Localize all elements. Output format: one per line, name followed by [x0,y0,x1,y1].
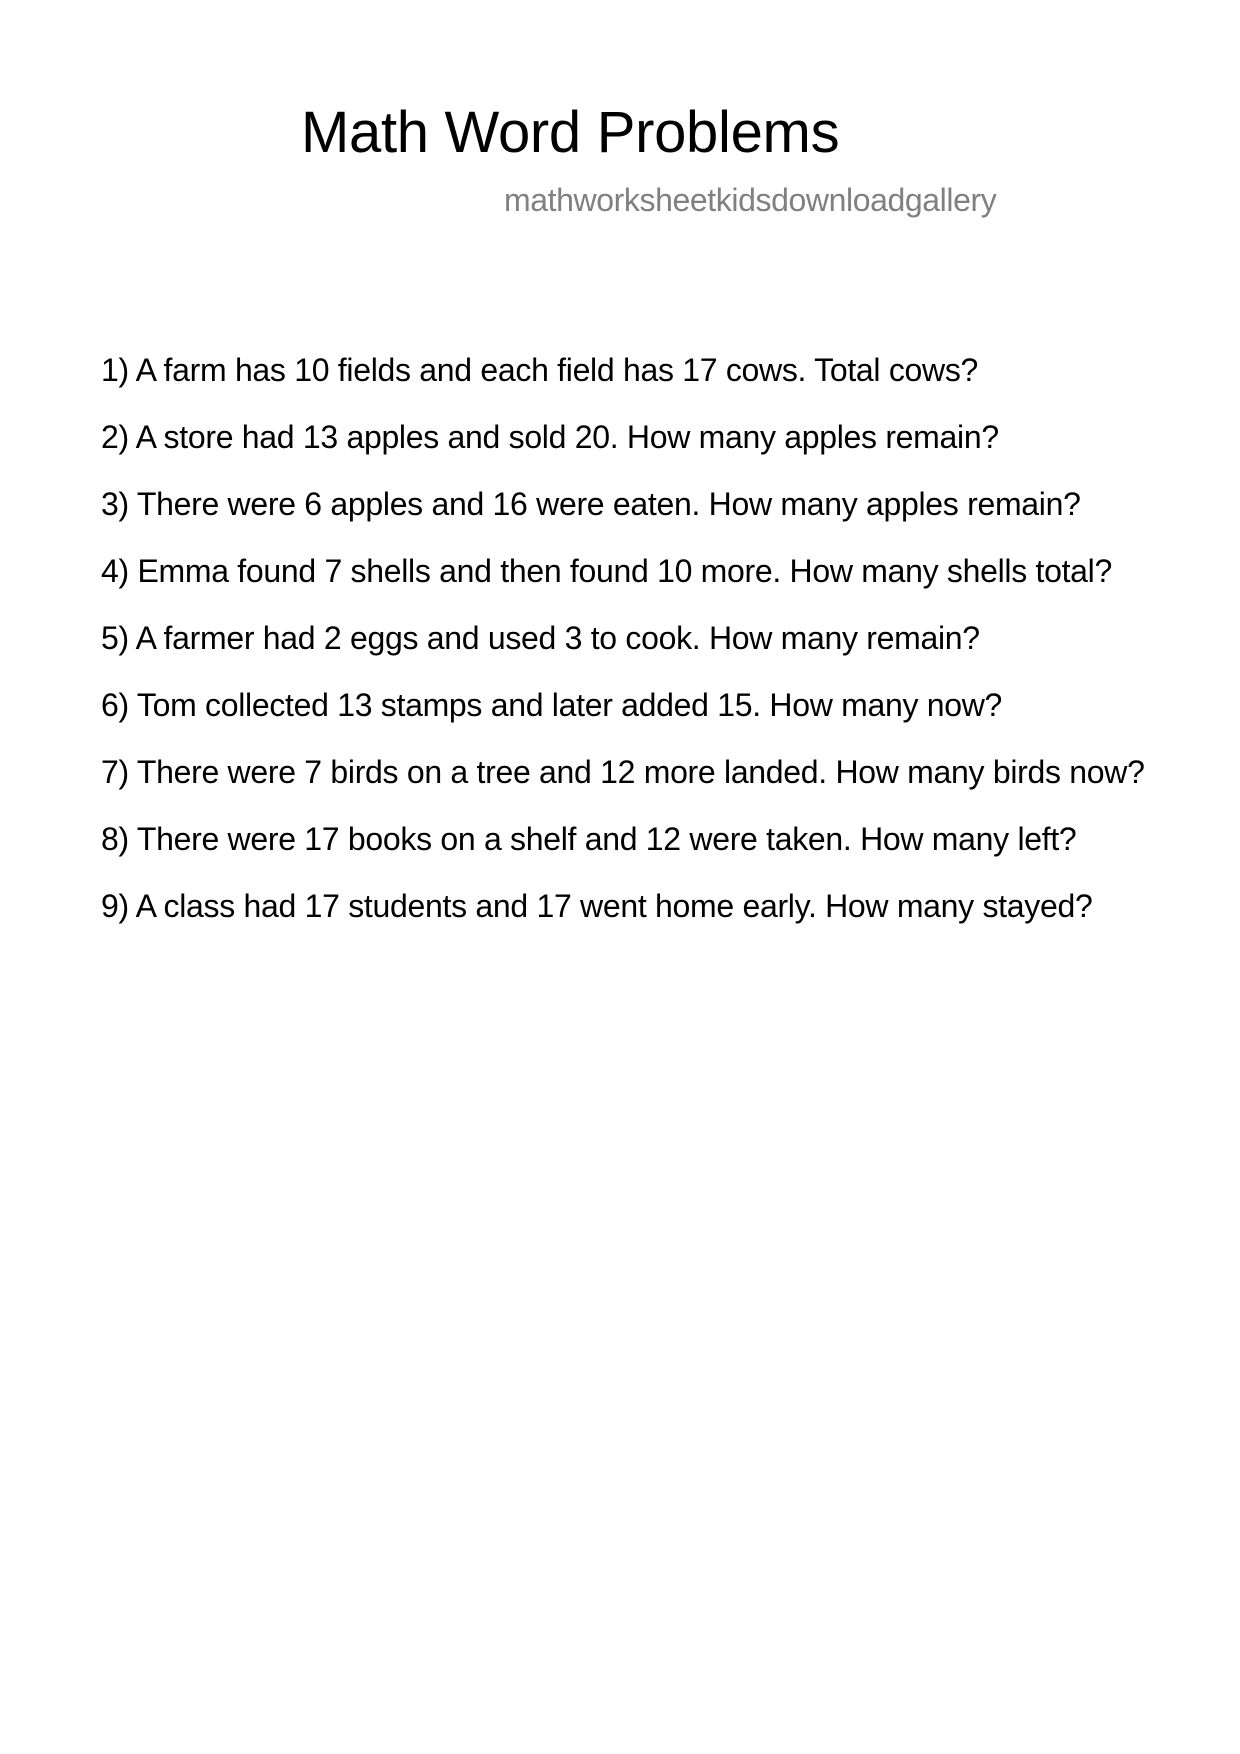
problem-item: 7) There were 7 birds on a tree and 12 more landed. How many birds now? [101,754,1145,790]
page-title: Math Word Problems [301,100,840,165]
problem-item: 6) Tom collected 13 stamps and later added 15. How many now? [101,687,1003,723]
problem-item: 5) A farmer had 2 eggs and used 3 to cook. How many remain? [101,620,980,656]
problem-list [101,350,1161,953]
page-subtitle: mathworksheetkidsdownloadgallery [504,182,997,218]
problem-item: 1) A farm has 10 fields and each field has 17 cows. Total cows? [101,352,979,388]
problem-item: 3) There were 6 apples and 16 were eaten. How many apples remain? [101,486,1081,522]
problem-item: 8) There were 17 books on a shelf and 12 were taken. How many left? [101,821,1077,857]
problem-item: 4) Emma found 7 shells and then found 10 more. How many shells total? [101,553,1112,589]
problem-item: 2) A store had 13 apples and sold 20. How many apples remain? [101,419,999,455]
problem-item: 9) A class had 17 students and 17 went home early. How many stayed? [101,888,1093,924]
